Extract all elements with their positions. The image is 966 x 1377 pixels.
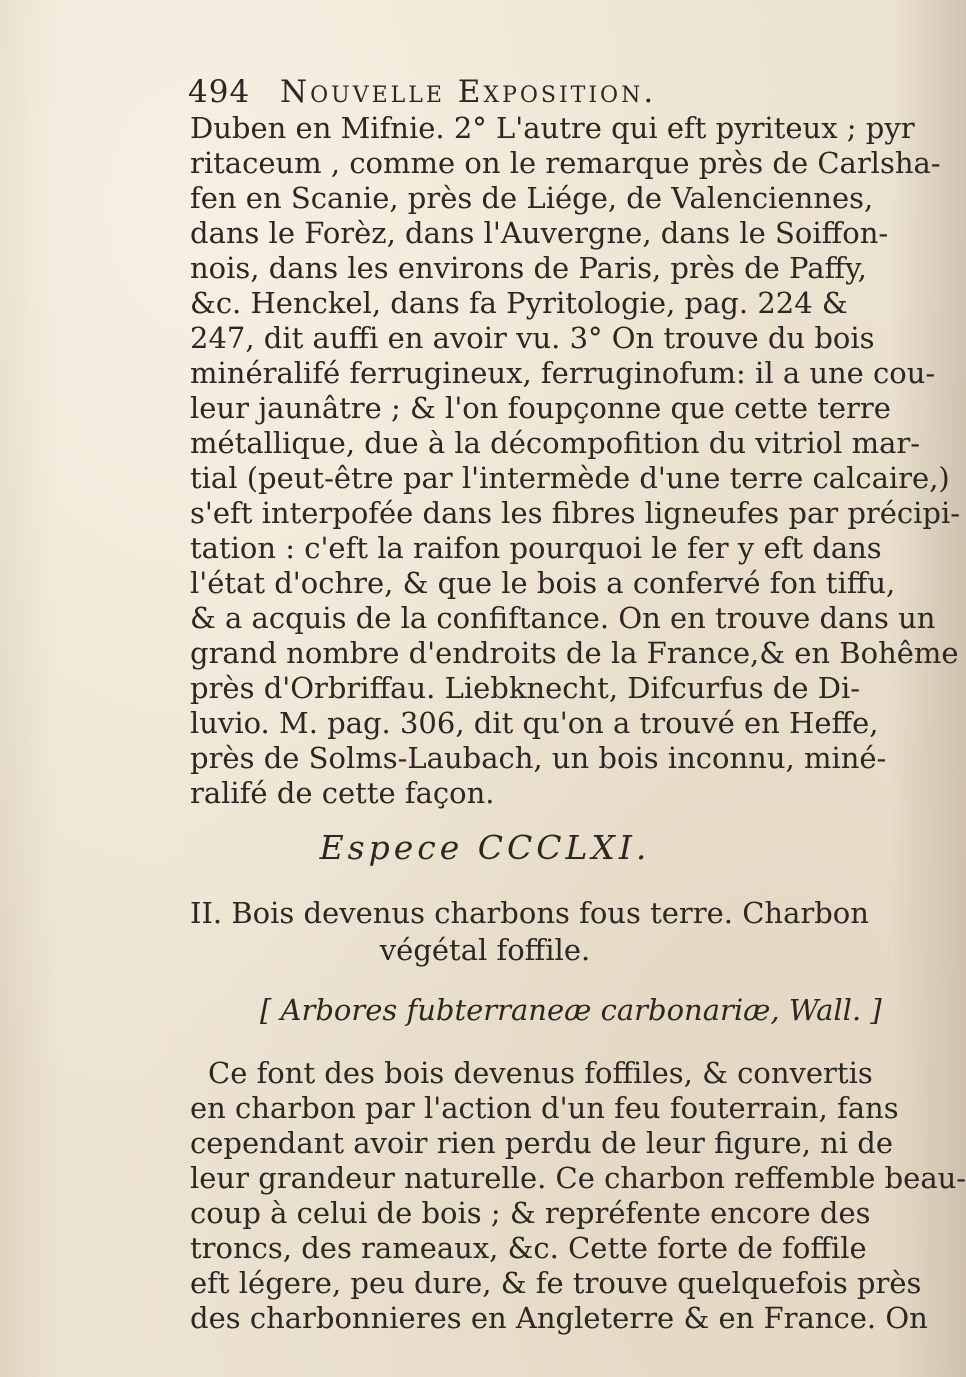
text-line: & a acquis de la confiftance. On en trouve dans un xyxy=(190,601,936,635)
text-line: tation : c'eft la raifon pourquoi le fer y eft dans xyxy=(190,531,882,565)
text-line: 247, dit auffi en avoir vu. 3° On trouve du bois xyxy=(190,321,875,355)
text-line: &c. Henckel, dans fa Pyritologie, pag. 224 & xyxy=(190,286,848,320)
text-line: grand nombre d'endroits de la France,& en Bohême xyxy=(190,636,959,670)
section-title: II. Bois devenus charbons fous terre. Charbon xyxy=(190,896,869,930)
text-line: en charbon par l'action d'un feu fouterrain, fans xyxy=(190,1091,899,1125)
page-header xyxy=(188,74,768,114)
text-line: coup à celui de bois ; & repréfente encore des xyxy=(190,1196,871,1230)
text-line: luvio. M. pag. 306, dit qu'on a trouvé en Heffe, xyxy=(190,706,879,740)
text-line: des charbonnieres en Angleterre & en France. On xyxy=(190,1301,928,1335)
text-line: métallique, due à la décompofition du vitriol mar- xyxy=(190,426,921,460)
text-line: troncs, des rameaux, &c. Cette forte de foffile xyxy=(190,1231,867,1265)
section-heading: Espece CCCLXI. xyxy=(319,828,651,867)
text-line: leur jaunâtre ; & l'on foupçonne que cette terre xyxy=(190,391,891,425)
text-line: ralifé de cette façon. xyxy=(190,776,495,810)
text-line: nois, dans les environs de Paris, près de Paffy, xyxy=(190,251,867,285)
latin-name: [ Arbores fubterraneæ carbonariæ, Wall. ] xyxy=(260,993,882,1027)
text-line: Ce font des bois devenus foffiles, & convertis xyxy=(208,1056,873,1090)
text-line: près d'Orbriffau. Liebknecht, Difcurfus de Di- xyxy=(190,671,861,705)
text-line: minéralifé ferrugineux, ferruginofum: il a une cou- xyxy=(190,356,936,390)
text-line: près de Solms-Laubach, un bois inconnu, miné- xyxy=(190,741,887,775)
section-title-continued: végétal foffile. xyxy=(379,933,591,967)
text-line: cependant avoir rien perdu de leur figure, ni de xyxy=(190,1126,894,1160)
running-head: Nouvelle Exposition. xyxy=(280,74,657,110)
text-line: dans le Forèz, dans l'Auvergne, dans le Soiffon- xyxy=(190,216,889,250)
text-line: leur grandeur naturelle. Ce charbon reffemble beau- xyxy=(190,1161,966,1195)
text-line: fen en Scanie, près de Liége, de Valenciennes, xyxy=(190,181,874,215)
text-line: tial (peut-être par l'intermède d'une terre calcaire,) xyxy=(190,461,950,495)
text-line: Duben en Mifnie. 2° L'autre qui eft pyriteux ; pyr xyxy=(190,111,915,145)
text-line: ritaceum , comme on le remarque près de Carlsha- xyxy=(190,146,941,180)
text-line: l'état d'ochre, & que le bois a confervé fon tiffu, xyxy=(190,566,896,600)
text-line: eft légere, peu dure, & fe trouve quelquefois près xyxy=(190,1266,922,1300)
text-line: s'eft interpofée dans les fibres ligneufes par précipi- xyxy=(190,496,961,530)
page-number: 494 xyxy=(188,74,251,110)
